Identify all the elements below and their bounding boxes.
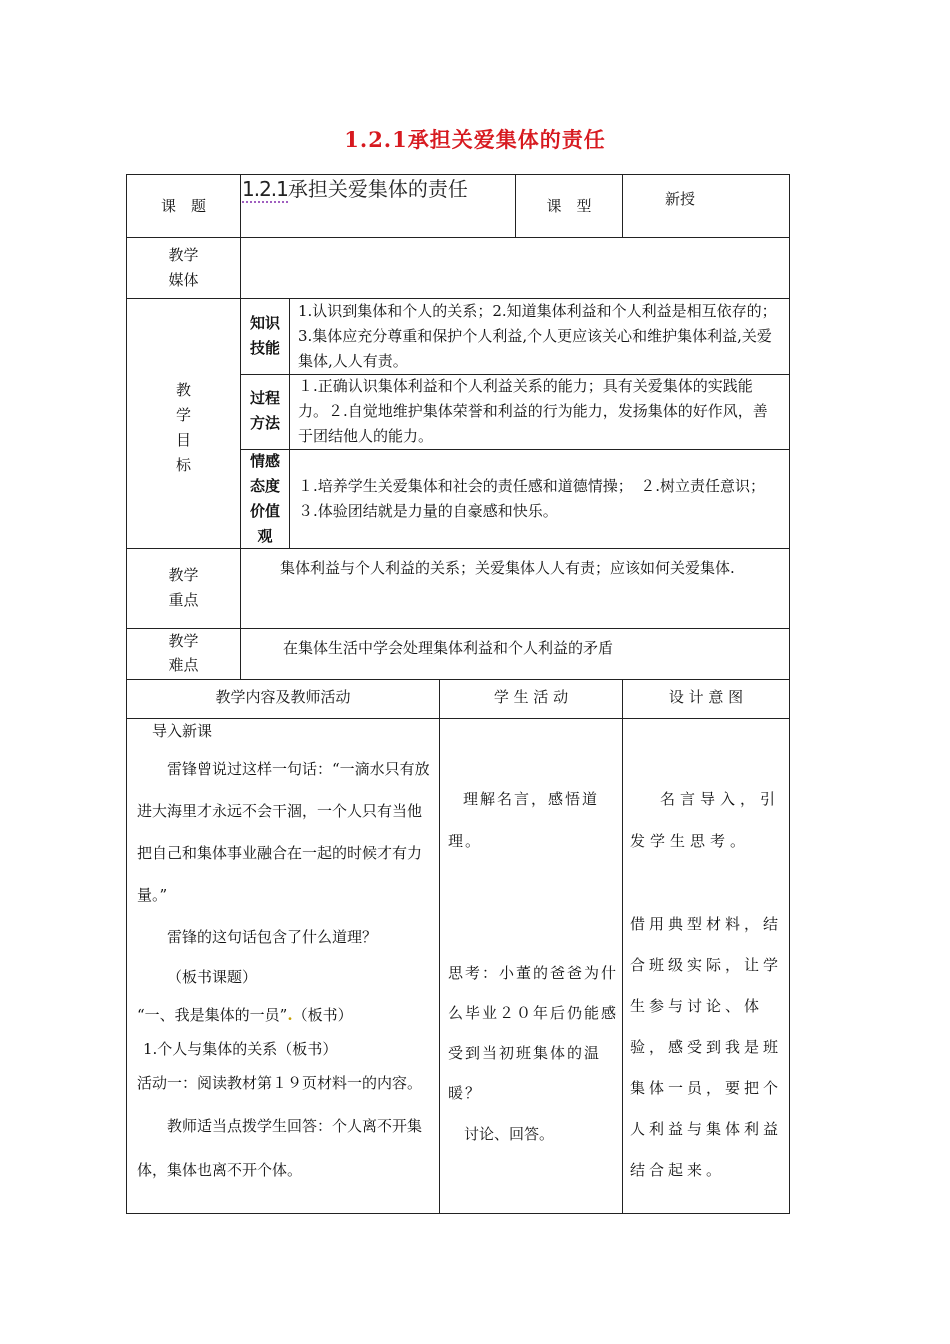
- knowledge-text: 1.认识到集体和个人的关系；2.知道集体利益和个人利益是相互依存的；3.集体应充分尊重和保护个人利益,个人更应该关心和维护集体利益,关爱集体,人人有责。: [298, 302, 777, 370]
- course-label: 课 题: [160, 197, 206, 215]
- design-intent-2: 借用典型材料，结合班级实际，让学生参与讨论、体验，感受到我是班集体一员，要把个人利益与集体利益结合起来。: [630, 915, 783, 1179]
- course-number: 1.2.1: [242, 177, 288, 201]
- board-title-note: （板书课题）: [167, 968, 258, 986]
- activity-one-text: 活动一：阅读教材第１９页材料一的内容。: [137, 1074, 423, 1092]
- subsection-heading: 1.个人与集体的关系（板书）: [143, 1040, 338, 1058]
- teacher-activity-content: [137, 718, 433, 1192]
- process-text: １.正确认识集体利益和个人利益关系的能力；具有关爱集体的实践能力。２.自觉地维护集体荣誉和利益的行为能力，发扬集体的好作风，善于团结他人的能力。: [298, 377, 768, 445]
- emotion-text: １.培养学生关爱集体和社会的责任感和道德情操； ２.树立责任意识； ３.体验团结就是力量的自豪感和快乐。: [298, 477, 773, 520]
- key-point-text: 集体利益与个人利益的关系；关爱集体人人有责；应该如何关爱集体.: [280, 559, 735, 577]
- section-heading: “一、我是集体的一员”.（板书）: [137, 1006, 353, 1024]
- student-activity-2: 思考：小董的爸爸为什么毕业２０年后仍能感受到当初班集体的温暖？: [448, 964, 619, 1102]
- student-activity-header: 学 生 活 动: [493, 688, 569, 706]
- intro-heading: 导入新课: [152, 722, 213, 740]
- difficulty-label: 教学 难点: [168, 632, 199, 674]
- design-intent-1: 名言导入，引发学生思考。: [630, 790, 781, 850]
- teacher-guidance-text: 教师适当点拨学生回答：个人离不开集体，集体也离不开个体。: [137, 1117, 423, 1179]
- type-value: 新授: [665, 190, 696, 208]
- course-name: 承担关爱集体的责任: [287, 177, 468, 201]
- design-intent-header: 设 计 意 图: [668, 688, 744, 706]
- key-point-label: 教学 重点: [168, 566, 199, 609]
- course-title-image: [242, 173, 512, 201]
- media-label: 教学 媒体: [168, 246, 199, 289]
- process-label: 过程方法: [249, 389, 280, 432]
- type-label: 课 型: [546, 197, 592, 215]
- teacher-activity-header: 教学内容及教师活动: [215, 688, 351, 706]
- goals-label: 教 学 目 标: [175, 381, 191, 474]
- knowledge-label: 知识技能: [249, 314, 280, 357]
- document-title: 1.2.1承担关爱集体的责任: [344, 127, 606, 152]
- student-activity-1: 理解名言，感悟道理。: [448, 790, 600, 850]
- difficulty-text: 在集体生活中学会处理集体利益和个人利益的矛盾: [283, 639, 614, 657]
- emotion-label: 情感态度价值观: [249, 452, 280, 545]
- lei-feng-quote: 雷锋曾说过这样一句话：“一滴水只有放进大海里才永远不会干涸，一个人只有当他把自己和集体事业融合在一起的时候才有力量。”: [137, 760, 430, 904]
- question-text: 雷锋的这句话包含了什么道理？: [167, 928, 378, 946]
- student-activity-3: 讨论、回答。: [464, 1125, 555, 1143]
